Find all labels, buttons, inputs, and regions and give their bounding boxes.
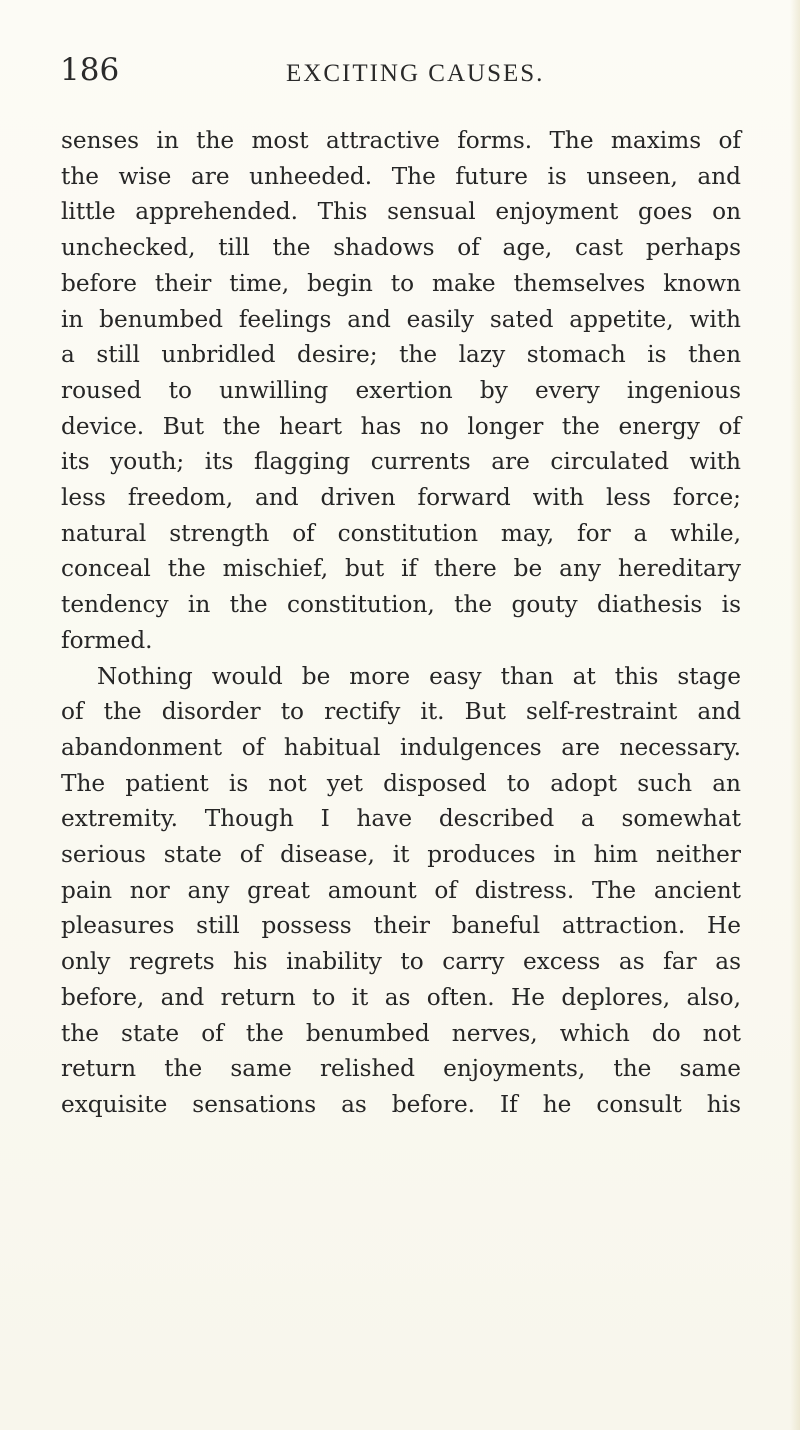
text-line: unchecked, till the shadows of age, cast perhaps [61, 234, 741, 262]
text-line: the state of the benumbed nerves, which do not [61, 1019, 741, 1047]
text-line: its youth; its flagging currents are circulated with [61, 448, 741, 476]
text-line: before their time, begin to make themselves known [61, 269, 741, 297]
text-line: in benumbed feelings and easily sated appetite, with [61, 305, 741, 333]
text-line: before, and return to it as often. He deplores, also, [61, 983, 741, 1011]
text-line: natural strength of constitution may, for a while, [61, 519, 741, 547]
text-line: conceal the mischief, but if there be any hereditary [61, 555, 741, 583]
paragraph-1 [61, 123, 741, 659]
text-line: the wise are unheeded. The future is unseen, and [61, 162, 741, 190]
text-line: roused to unwilling exertion by every ingenious [61, 376, 741, 404]
paragraph-2 [61, 659, 741, 1123]
text-line: senses in the most attractive forms. The maxims of [61, 127, 741, 154]
text-line: exquisite sensations as before. If he consult his [61, 1090, 741, 1118]
text-line: pleasures still possess their baneful attraction. He [61, 912, 741, 940]
text-line: abandonment of habitual indulgences are necessary. [61, 733, 741, 761]
text-line: of the disorder to rectify it. But self-restraint and [61, 698, 741, 726]
text-line: return the same relished enjoyments, the same [61, 1055, 741, 1083]
page-header [0, 50, 800, 90]
text-line: The patient is not yet disposed to adopt such an [61, 769, 741, 797]
body-text [61, 123, 741, 1123]
text-line: Nothing would be more easy than at this stage [97, 662, 741, 690]
text-line: device. But the heart has no longer the energy of [61, 412, 741, 440]
text-line: serious state of disease, it produces in him neither [61, 841, 741, 869]
text-line: extremity. Though I have described a somewhat [61, 805, 741, 833]
text-line: a still unbridled desire; the lazy stomach is then [61, 341, 741, 369]
text-line: formed. [61, 626, 153, 654]
text-line: tendency in the constitution, the gouty diathesis is [61, 591, 741, 619]
page-edge-shadow [790, 0, 800, 1430]
text-line: less freedom, and driven forward with less force; [61, 484, 741, 512]
page-number: 186 [60, 52, 120, 88]
text-line: little apprehended. This sensual enjoyment goes on [61, 198, 741, 226]
text-line: pain nor any great amount of distress. The ancient [61, 876, 741, 904]
running-head: EXCITING CAUSES. [286, 60, 545, 87]
text-line: only regrets his inability to carry excess as far as [61, 948, 741, 976]
